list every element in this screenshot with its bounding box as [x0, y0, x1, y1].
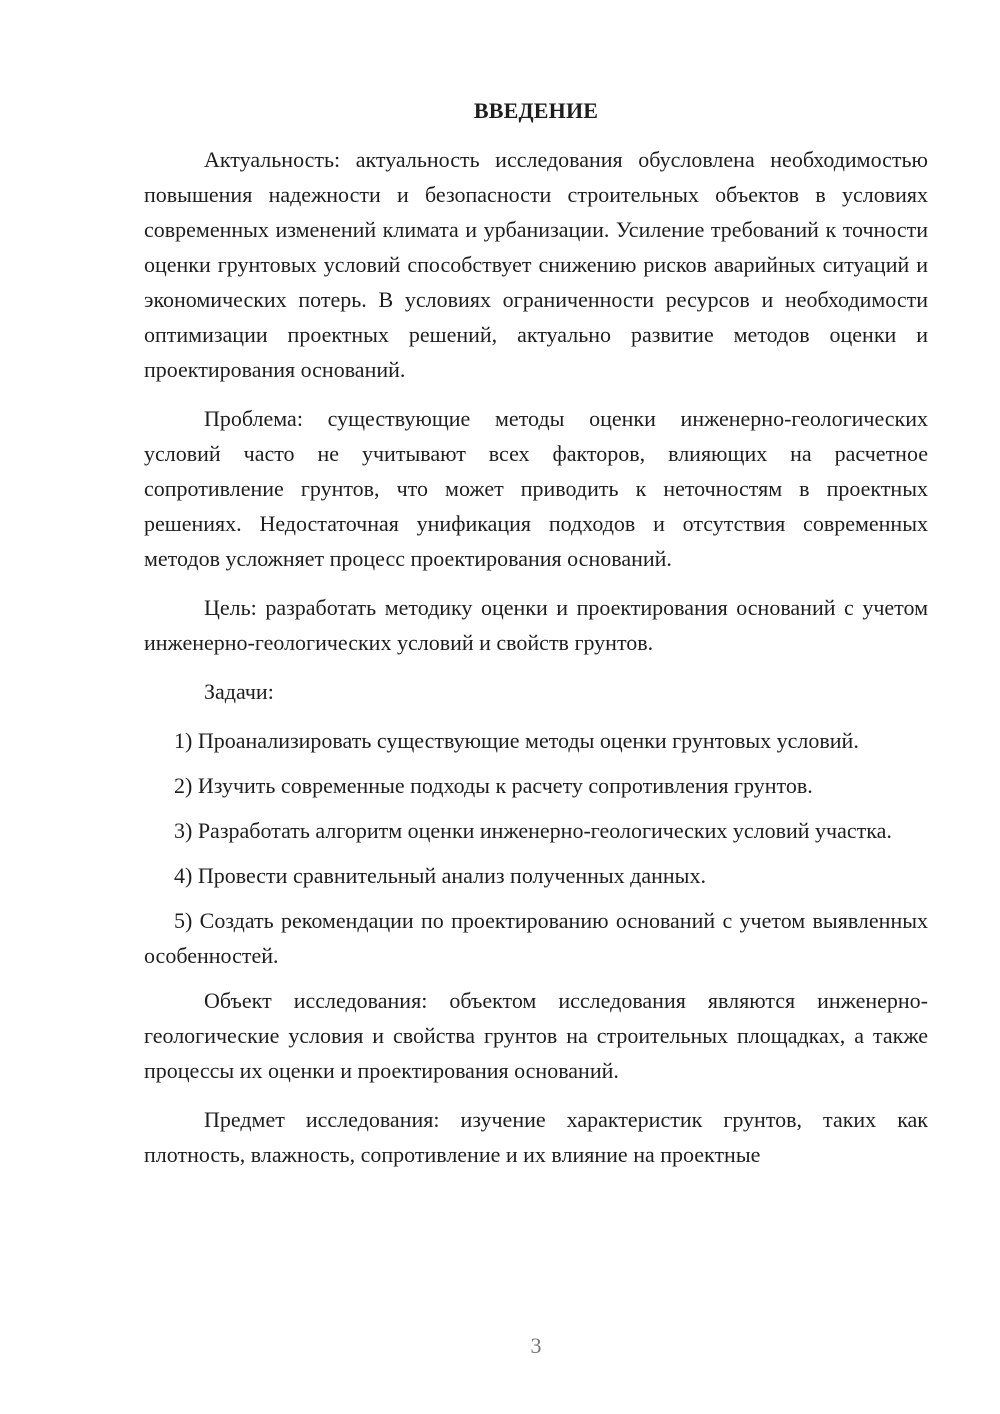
paragraph-object: Объект исследования: объектом исследования являются инженерно-геологические условия и свойства грунтов на строительных площадках, а также процессы их оценки и проектирования оснований. — [144, 988, 928, 1083]
list-item: 4) Провести сравнительный анализ полученных данных. — [174, 863, 706, 888]
tasks-heading: Задачи: — [204, 679, 274, 704]
paragraph-problem: Проблема: существующие методы оценки инженерно-геологических условий часто не учитывают всех факторов, влияющих на расчетное сопротивление грунтов, что может приводить к неточностям в проектных решениях. Недостаточная унификация подходов и отсутствия современных методов усложняет процесс проектирования оснований. — [144, 406, 928, 571]
list-item: 5) Создать рекомендации по проектированию оснований с учетом выявленных особенностей. — [144, 908, 928, 968]
document-page — [144, 96, 928, 1186]
paragraph-subject: Предмет исследования: изучение характеристик грунтов, таких как плотность, влажность, сопротивление и их влияние на проектные — [144, 1107, 928, 1167]
list-item: 2) Изучить современные подходы к расчету сопротивления грунтов. — [174, 773, 813, 798]
paragraph-relevance: Актуальность: актуальность исследования обусловлена необходимостью повышения надежности и безопасности строительных объектов в условиях современных изменений климата и урбанизации. Усиление требований к точности оценки грунтовых условий способствует снижению рисков аварийных ситуаций и экономических потерь. В условиях ограниченности ресурсов и необходимости оптимизации проектных решений, актуально развитие методов оценки и проектирования оснований. — [144, 147, 928, 382]
paragraph-goal: Цель: разработать методику оценки и проектирования оснований с учетом инженерно-геологических условий и свойств грунтов. — [144, 595, 928, 655]
page-number: 3 — [530, 1333, 542, 1358]
list-item: 1) Проанализировать существующие методы оценки грунтовых условий. — [174, 728, 859, 753]
list-item: 3) Разработать алгоритм оценки инженерно-геологических условий участка. — [174, 818, 892, 843]
tasks-list — [144, 723, 928, 973]
section-title: ВВЕДЕНИЕ — [473, 98, 599, 123]
